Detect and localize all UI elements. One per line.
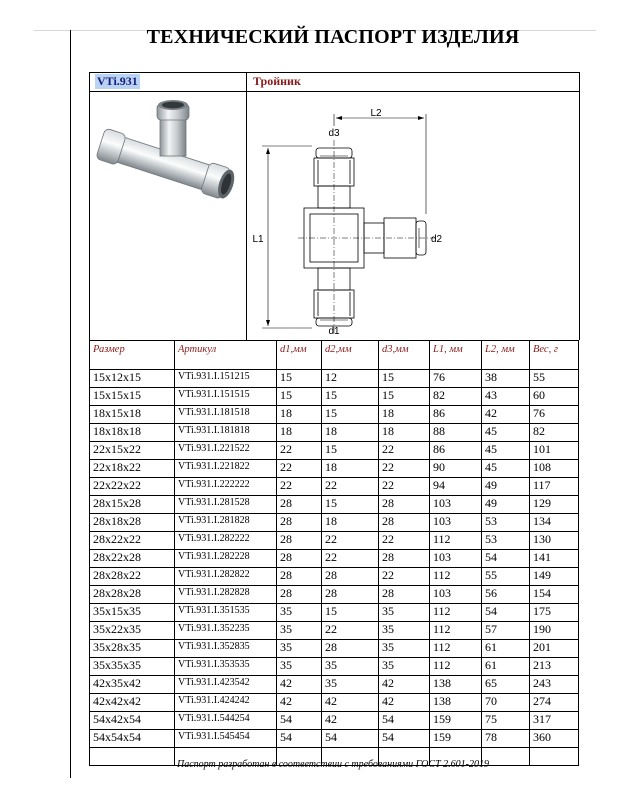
cell-weight: 117 bbox=[530, 478, 579, 496]
cell-d1: 35 bbox=[277, 640, 322, 658]
cell-size: 28x18x28 bbox=[90, 514, 175, 532]
cell-article: VTi.931.I.281528 bbox=[175, 496, 277, 514]
table-row bbox=[90, 640, 579, 658]
cell-size: 28x22x28 bbox=[90, 550, 175, 568]
cell-l2: 70 bbox=[482, 694, 530, 712]
cell-l1: 103 bbox=[430, 550, 482, 568]
cell-size: 28x28x22 bbox=[90, 568, 175, 586]
cell-size: 54x54x54 bbox=[90, 730, 175, 748]
cell-d3: 42 bbox=[379, 676, 430, 694]
cell-article: VTi.931.I.353535 bbox=[175, 658, 277, 676]
cell-l2: 45 bbox=[482, 460, 530, 478]
cell-d1: 18 bbox=[277, 424, 322, 442]
cell-article: VTi.931.I.222222 bbox=[175, 478, 277, 496]
cell-d2: 28 bbox=[322, 586, 379, 604]
cell-d1: 54 bbox=[277, 712, 322, 730]
cell-weight: 213 bbox=[530, 658, 579, 676]
cell-l2: 61 bbox=[482, 640, 530, 658]
cell-l2: 38 bbox=[482, 370, 530, 388]
cell-size: 22x15x22 bbox=[90, 442, 175, 460]
cell-d3: 28 bbox=[379, 586, 430, 604]
product-code: VTi.931 bbox=[97, 74, 138, 88]
cell-l2: 54 bbox=[482, 604, 530, 622]
cell-weight: 243 bbox=[530, 676, 579, 694]
dim-label-d1: d1 bbox=[328, 326, 340, 337]
document-title: ТЕХНИЧЕСКИЙ ПАСПОРТ ИЗДЕЛИЯ bbox=[146, 26, 520, 48]
cell-d1: 28 bbox=[277, 532, 322, 550]
cell-d2: 15 bbox=[322, 442, 379, 460]
cell-article: VTi.931.I.544254 bbox=[175, 712, 277, 730]
cell-d1: 28 bbox=[277, 586, 322, 604]
table-row bbox=[90, 406, 579, 424]
cell-size: 22x18x22 bbox=[90, 460, 175, 478]
cell-l1: 86 bbox=[430, 406, 482, 424]
cell-d1: 35 bbox=[277, 658, 322, 676]
dim-label-d3: d3 bbox=[328, 128, 340, 139]
cell-d3: 15 bbox=[379, 370, 430, 388]
cell-weight: 274 bbox=[530, 694, 579, 712]
cell-weight: 317 bbox=[530, 712, 579, 730]
cell-size: 35x22x35 bbox=[90, 622, 175, 640]
cell-d2: 22 bbox=[322, 532, 379, 550]
cell-l2: 65 bbox=[482, 676, 530, 694]
cell-article: VTi.931.I.351535 bbox=[175, 604, 277, 622]
cell-l1: 138 bbox=[430, 676, 482, 694]
cell-size: 15x12x15 bbox=[90, 370, 175, 388]
cell-size: 35x15x35 bbox=[90, 604, 175, 622]
cell-size: 35x35x35 bbox=[90, 658, 175, 676]
cell-d1: 22 bbox=[277, 478, 322, 496]
cell-l1: 112 bbox=[430, 658, 482, 676]
cell-l1: 112 bbox=[430, 604, 482, 622]
cell-l1: 94 bbox=[430, 478, 482, 496]
cell-weight: 76 bbox=[530, 406, 579, 424]
cell-d3: 35 bbox=[379, 622, 430, 640]
cell-l2: 45 bbox=[482, 424, 530, 442]
product-header-row bbox=[89, 72, 580, 92]
cell-weight: 154 bbox=[530, 586, 579, 604]
table-row bbox=[90, 586, 579, 604]
cell-weight: 60 bbox=[530, 388, 579, 406]
cell-article: VTi.931.I.545454 bbox=[175, 730, 277, 748]
col-l2-header: L2, мм bbox=[482, 341, 530, 370]
cell-l1: 112 bbox=[430, 568, 482, 586]
cell-weight: 108 bbox=[530, 460, 579, 478]
cell-d1: 22 bbox=[277, 460, 322, 478]
cell-article: VTi.931.I.282822 bbox=[175, 568, 277, 586]
cell-d3: 22 bbox=[379, 568, 430, 586]
cell-l2: 45 bbox=[482, 442, 530, 460]
cell-article: VTi.931.I.181818 bbox=[175, 424, 277, 442]
figure-area bbox=[89, 90, 580, 340]
table-header-row bbox=[90, 341, 579, 370]
dim-label-l1: L1 bbox=[252, 234, 264, 245]
cell-d1: 42 bbox=[277, 676, 322, 694]
cell-d3: 35 bbox=[379, 640, 430, 658]
cell-size: 42x35x42 bbox=[90, 676, 175, 694]
cell-d2: 12 bbox=[322, 370, 379, 388]
cell-weight: 201 bbox=[530, 640, 579, 658]
table-row bbox=[90, 532, 579, 550]
table-row bbox=[90, 370, 579, 388]
dim-label-d2: d2 bbox=[431, 234, 443, 245]
figure-divider bbox=[246, 90, 247, 340]
cell-d2: 18 bbox=[322, 424, 379, 442]
cell-article: VTi.931.I.281828 bbox=[175, 514, 277, 532]
cell-size: 18x18x18 bbox=[90, 424, 175, 442]
cell-article: VTi.931.I.282222 bbox=[175, 532, 277, 550]
cell-l1: 159 bbox=[430, 730, 482, 748]
cell-l1: 159 bbox=[430, 712, 482, 730]
cell-d2: 42 bbox=[322, 694, 379, 712]
product-sheet bbox=[89, 72, 580, 745]
cell-d2: 28 bbox=[322, 640, 379, 658]
cell-d1: 35 bbox=[277, 604, 322, 622]
cell-l1: 82 bbox=[430, 388, 482, 406]
cell-article: VTi.931.I.282228 bbox=[175, 550, 277, 568]
cell-d1: 15 bbox=[277, 388, 322, 406]
cell-d1: 22 bbox=[277, 442, 322, 460]
cell-d3: 18 bbox=[379, 406, 430, 424]
cell-l1: 112 bbox=[430, 640, 482, 658]
table-body bbox=[90, 370, 579, 766]
cell-l2: 55 bbox=[482, 568, 530, 586]
cell-weight: 175 bbox=[530, 604, 579, 622]
cell-size: 22x22x22 bbox=[90, 478, 175, 496]
cell-l1: 103 bbox=[430, 496, 482, 514]
cell-article: VTi.931.I.151215 bbox=[175, 370, 277, 388]
cell-weight: 82 bbox=[530, 424, 579, 442]
cell-size: 28x15x28 bbox=[90, 496, 175, 514]
table-row bbox=[90, 496, 579, 514]
cell-l1: 103 bbox=[430, 514, 482, 532]
col-weight-header: Вес, г bbox=[530, 341, 579, 370]
cell-d1: 15 bbox=[277, 370, 322, 388]
cell-l2: 53 bbox=[482, 532, 530, 550]
cell-d1: 28 bbox=[277, 550, 322, 568]
cell-d1: 28 bbox=[277, 568, 322, 586]
table-row bbox=[90, 478, 579, 496]
cell-l1: 76 bbox=[430, 370, 482, 388]
cell-l1: 112 bbox=[430, 532, 482, 550]
cell-weight: 129 bbox=[530, 496, 579, 514]
cell-l2: 57 bbox=[482, 622, 530, 640]
table-row bbox=[90, 460, 579, 478]
table-row bbox=[90, 658, 579, 676]
cell-d2: 35 bbox=[322, 676, 379, 694]
table-row bbox=[90, 622, 579, 640]
cell-weight: 134 bbox=[530, 514, 579, 532]
cell-l2: 49 bbox=[482, 478, 530, 496]
cell-d2: 15 bbox=[322, 406, 379, 424]
cell-size: 15x15x15 bbox=[90, 388, 175, 406]
spec-table bbox=[89, 340, 579, 766]
product-name: Тройник bbox=[253, 74, 301, 88]
technical-drawing bbox=[248, 90, 578, 338]
cell-l2: 43 bbox=[482, 388, 530, 406]
cell-d3: 54 bbox=[379, 730, 430, 748]
cell-size: 35x28x35 bbox=[90, 640, 175, 658]
cell-weight: 190 bbox=[530, 622, 579, 640]
cell-d2: 28 bbox=[322, 568, 379, 586]
cell-article: VTi.931.I.221522 bbox=[175, 442, 277, 460]
cell-l1: 90 bbox=[430, 460, 482, 478]
cell-d2: 54 bbox=[322, 730, 379, 748]
cell-l1: 88 bbox=[430, 424, 482, 442]
table-row bbox=[90, 568, 579, 586]
table-row bbox=[90, 442, 579, 460]
cell-d2: 22 bbox=[322, 478, 379, 496]
cell-l2: 53 bbox=[482, 514, 530, 532]
cell-size: 28x22x22 bbox=[90, 532, 175, 550]
cell-l2: 56 bbox=[482, 586, 530, 604]
cell-weight: 130 bbox=[530, 532, 579, 550]
cell-d3: 54 bbox=[379, 712, 430, 730]
cell-d1: 54 bbox=[277, 730, 322, 748]
cell-d2: 15 bbox=[322, 496, 379, 514]
cell-d3: 42 bbox=[379, 694, 430, 712]
col-l1-header: L1, мм bbox=[430, 341, 482, 370]
cell-l2: 49 bbox=[482, 496, 530, 514]
cell-weight: 141 bbox=[530, 550, 579, 568]
cell-weight: 149 bbox=[530, 568, 579, 586]
cell-l2: 42 bbox=[482, 406, 530, 424]
cell-d3: 28 bbox=[379, 550, 430, 568]
cell-article: VTi.931.I.352835 bbox=[175, 640, 277, 658]
cell-d2: 15 bbox=[322, 388, 379, 406]
table-row bbox=[90, 424, 579, 442]
cell-article: VTi.931.I.282828 bbox=[175, 586, 277, 604]
cell-d1: 18 bbox=[277, 406, 322, 424]
cell-size: 28x28x28 bbox=[90, 586, 175, 604]
table-row bbox=[90, 514, 579, 532]
table-row bbox=[90, 550, 579, 568]
table-row bbox=[90, 730, 579, 748]
table-row bbox=[90, 676, 579, 694]
left-margin-rule bbox=[70, 30, 71, 778]
cell-d3: 18 bbox=[379, 424, 430, 442]
cell-size: 18x15x18 bbox=[90, 406, 175, 424]
cell-l1: 112 bbox=[430, 622, 482, 640]
col-article-header: Артикул bbox=[175, 341, 277, 370]
cell-weight: 360 bbox=[530, 730, 579, 748]
table-row bbox=[90, 388, 579, 406]
cell-d2: 22 bbox=[322, 550, 379, 568]
product-photo bbox=[94, 96, 244, 206]
cell-d2: 35 bbox=[322, 658, 379, 676]
footer-note: Паспорт разработан в соответствии с требованиями ГОСТ 2.601-2019 bbox=[177, 759, 489, 770]
table-row bbox=[90, 604, 579, 622]
cell-l2: 75 bbox=[482, 712, 530, 730]
cell-weight: 55 bbox=[530, 370, 579, 388]
cell-article: VTi.931.I.424242 bbox=[175, 694, 277, 712]
col-d2-header: d2,мм bbox=[322, 341, 379, 370]
cell-size: 42x42x42 bbox=[90, 694, 175, 712]
cell-d1: 28 bbox=[277, 496, 322, 514]
header-divider bbox=[246, 73, 247, 91]
cell-d3: 22 bbox=[379, 532, 430, 550]
cell-d3: 35 bbox=[379, 658, 430, 676]
cell-d3: 15 bbox=[379, 388, 430, 406]
cell-d3: 22 bbox=[379, 478, 430, 496]
cell-l2: 61 bbox=[482, 658, 530, 676]
cell-d1: 42 bbox=[277, 694, 322, 712]
cell-d3: 35 bbox=[379, 604, 430, 622]
cell-l2: 54 bbox=[482, 550, 530, 568]
cell-d3: 22 bbox=[379, 460, 430, 478]
col-d3-header: d3,мм bbox=[379, 341, 430, 370]
cell-d2: 22 bbox=[322, 622, 379, 640]
cell-l1: 103 bbox=[430, 586, 482, 604]
col-size-header: Размер bbox=[90, 341, 175, 370]
cell-d3: 28 bbox=[379, 514, 430, 532]
cell-l2: 78 bbox=[482, 730, 530, 748]
cell-article: VTi.931.I.181518 bbox=[175, 406, 277, 424]
cell-article: VTi.931.I.423542 bbox=[175, 676, 277, 694]
cell-d2: 42 bbox=[322, 712, 379, 730]
cell-d2: 18 bbox=[322, 514, 379, 532]
dim-label-l2: L2 bbox=[370, 108, 382, 119]
cell-weight: 101 bbox=[530, 442, 579, 460]
cell-l1: 86 bbox=[430, 442, 482, 460]
table-row bbox=[90, 712, 579, 730]
cell-d1: 28 bbox=[277, 514, 322, 532]
cell-d2: 18 bbox=[322, 460, 379, 478]
cell-article: VTi.931.I.221822 bbox=[175, 460, 277, 478]
cell-size: 54x42x54 bbox=[90, 712, 175, 730]
cell-d1: 35 bbox=[277, 622, 322, 640]
col-d1-header: d1,мм bbox=[277, 341, 322, 370]
cell-d2: 15 bbox=[322, 604, 379, 622]
cell-article: VTi.931.I.352235 bbox=[175, 622, 277, 640]
cell-d3: 22 bbox=[379, 442, 430, 460]
cell-l1: 138 bbox=[430, 694, 482, 712]
cell-article: VTi.931.I.151515 bbox=[175, 388, 277, 406]
table-row bbox=[90, 694, 579, 712]
cell-d3: 28 bbox=[379, 496, 430, 514]
